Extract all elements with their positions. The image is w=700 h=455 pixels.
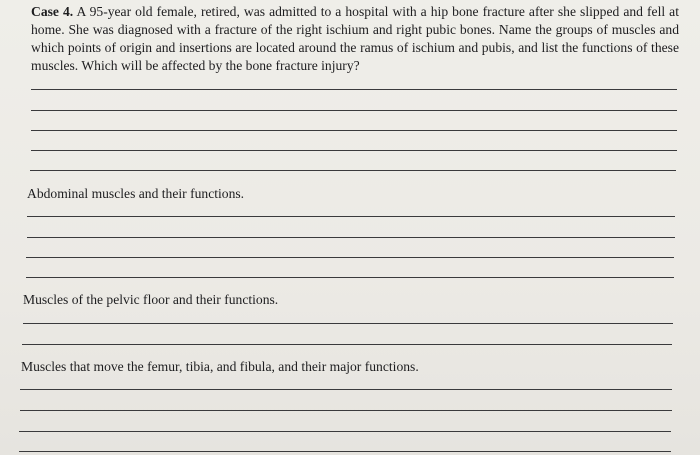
section-heading-pelvic-floor: Muscles of the pelvic floor and their functions.: [23, 292, 279, 307]
case-label: Case 4.: [31, 4, 74, 19]
case-question: [31, 3, 679, 75]
answer-line[interactable]: [31, 130, 677, 131]
answer-line[interactable]: [20, 410, 672, 411]
answer-line[interactable]: [31, 150, 677, 151]
answer-line[interactable]: [19, 431, 671, 432]
answer-line[interactable]: [19, 451, 671, 452]
answer-line[interactable]: [31, 110, 677, 111]
answer-line[interactable]: [27, 237, 675, 238]
answer-line[interactable]: [31, 89, 677, 90]
answer-line[interactable]: [23, 323, 673, 324]
section-heading-femur-tibia-fibula: Muscles that move the femur, tibia, and fibula, and their major functions.: [21, 359, 419, 374]
answer-line[interactable]: [22, 344, 672, 345]
answer-line[interactable]: [26, 277, 674, 278]
answer-line[interactable]: [26, 257, 674, 258]
section-heading-abdominal: Abdominal muscles and their functions.: [27, 186, 245, 201]
case-text: A 95-year old female, retired, was admitted to a hospital with a hip bone fracture after she slipped and fell at home. She was diagnosed with a fracture of the right ischium and right pubic bones. Name the groups of muscles and which points of origin and insertions are located around the ramus of ischium and pubis, and list the functions of these muscles. Which will be affected by the bone fracture injury?: [31, 4, 679, 73]
answer-line[interactable]: [27, 216, 675, 217]
answer-line[interactable]: [20, 389, 672, 390]
answer-line[interactable]: [30, 170, 676, 171]
